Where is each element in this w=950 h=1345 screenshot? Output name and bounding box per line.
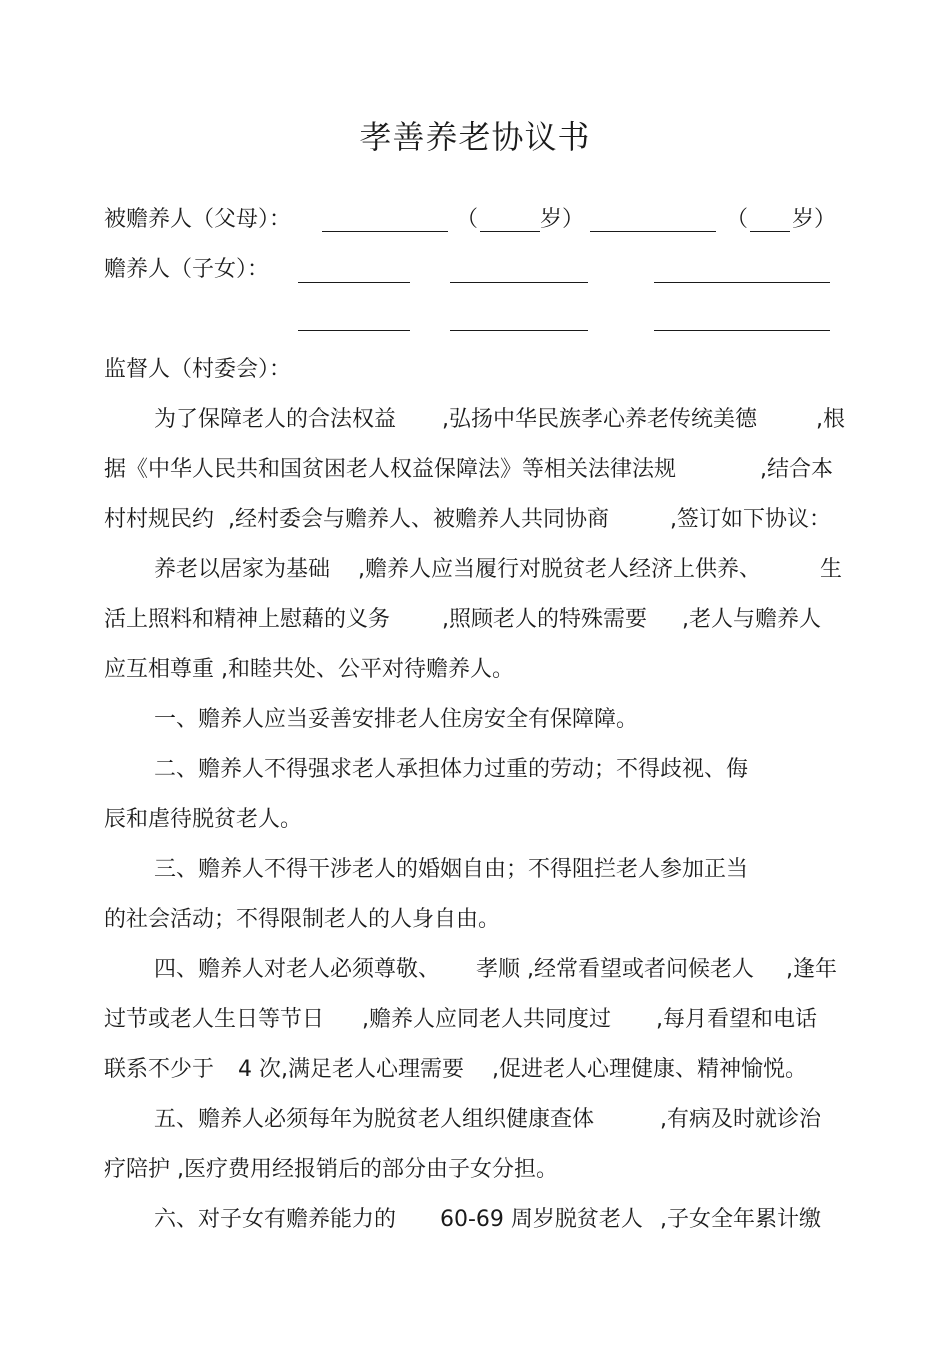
item5-line2: 疗陪护 ,医疗费用经报销后的部分由子女分担。: [104, 1157, 558, 1182]
text-segment: ,促进老人心理健康、精神愉悦。: [492, 1057, 807, 1082]
child1-name-blank[interactable]: [298, 282, 410, 283]
supporter-label: 赡养人（子女）：: [104, 257, 270, 282]
supported-label: 被赡养人（父母）：: [104, 207, 292, 232]
child6-name-blank[interactable]: [654, 330, 830, 331]
item2-line1: 二、赡养人不得强求老人承担体力过重的劳动；不得歧视、侮: [154, 757, 749, 782]
text-segment: 为了保障老人的合法权益: [154, 407, 397, 432]
page-title: 孝善养老协议书: [359, 118, 591, 156]
text-segment: 联系不少于: [104, 1057, 215, 1082]
parent1-age-blank[interactable]: [480, 231, 540, 232]
parent1-paren-open: （: [456, 207, 479, 232]
text-segment: 村村规民约: [104, 507, 215, 532]
item3-line1: 三、赡养人不得干涉老人的婚姻自由；不得阻拦老人参加正当: [154, 857, 749, 882]
text-segment: ,赡养人应当履行对脱贫老人经济上供养、: [358, 557, 761, 582]
parent2-paren-open: （: [726, 207, 749, 232]
item3-line2: 的社会活动；不得限制老人的人身自由。: [104, 907, 501, 932]
text-segment: 据《中华人民共和国贫困老人权益保障法》等相关法律法规: [104, 457, 677, 482]
parent1-age-suffix: 岁）: [540, 207, 585, 232]
p2-line3: 应互相尊重 ,和睦共处、公平对待赡养人。: [104, 657, 514, 682]
text-segment: 五、赡养人必须每年为脱贫老人组织健康查体: [154, 1107, 595, 1132]
parent2-age-blank[interactable]: [750, 231, 790, 232]
parent2-age-suffix: 岁）: [792, 207, 837, 232]
text-segment: 活上照料和精神上慰藉的义务: [104, 607, 391, 632]
text-segment: 过节或老人生日等节日: [104, 1007, 325, 1032]
text-segment: 60-69 周岁脱贫老人: [440, 1207, 643, 1232]
text-segment: 生: [820, 557, 843, 582]
text-segment: 四、赡养人对老人必须尊敬、: [154, 957, 441, 982]
text-segment: ,签订如下协议：: [670, 507, 831, 532]
parent1-name-blank[interactable]: [322, 231, 448, 232]
text-segment: ,经村委会与赡养人、被赡养人共同协商: [228, 507, 609, 532]
text-segment: ,赡养人应同老人共同度过: [362, 1007, 611, 1032]
item2-line2: 辰和虐待脱贫老人。: [104, 807, 303, 832]
text-segment: ,弘扬中华民族孝心养老传统美德: [442, 407, 757, 432]
text-segment: 六、对子女有赡养能力的: [154, 1207, 397, 1232]
text-segment: ,有病及时就诊治: [660, 1107, 821, 1132]
text-segment: ,子女全年累计缴: [660, 1207, 821, 1232]
text-segment: ,照顾老人的特殊需要: [442, 607, 647, 632]
text-segment: 养老以居家为基础: [154, 557, 331, 582]
text-segment: ,根: [816, 407, 845, 432]
text-segment: ,每月看望和电话: [656, 1007, 817, 1032]
item1: 一、赡养人应当妥善安排老人住房安全有保障障。: [154, 707, 639, 732]
text-segment: ,逢年: [786, 957, 837, 982]
text-segment: ,结合本: [760, 457, 833, 482]
parent2-name-blank[interactable]: [590, 231, 716, 232]
supervisor-label: 监督人（村委会）：: [104, 357, 292, 382]
text-segment: 4 次,满足老人心理需要: [238, 1057, 464, 1082]
text-segment: ,老人与赡养人: [682, 607, 821, 632]
child3-name-blank[interactable]: [654, 282, 830, 283]
child4-name-blank[interactable]: [298, 330, 410, 331]
child2-name-blank[interactable]: [450, 282, 588, 283]
text-segment: 孝顺 ,经常看望或者问候老人: [476, 957, 754, 982]
child5-name-blank[interactable]: [450, 330, 588, 331]
